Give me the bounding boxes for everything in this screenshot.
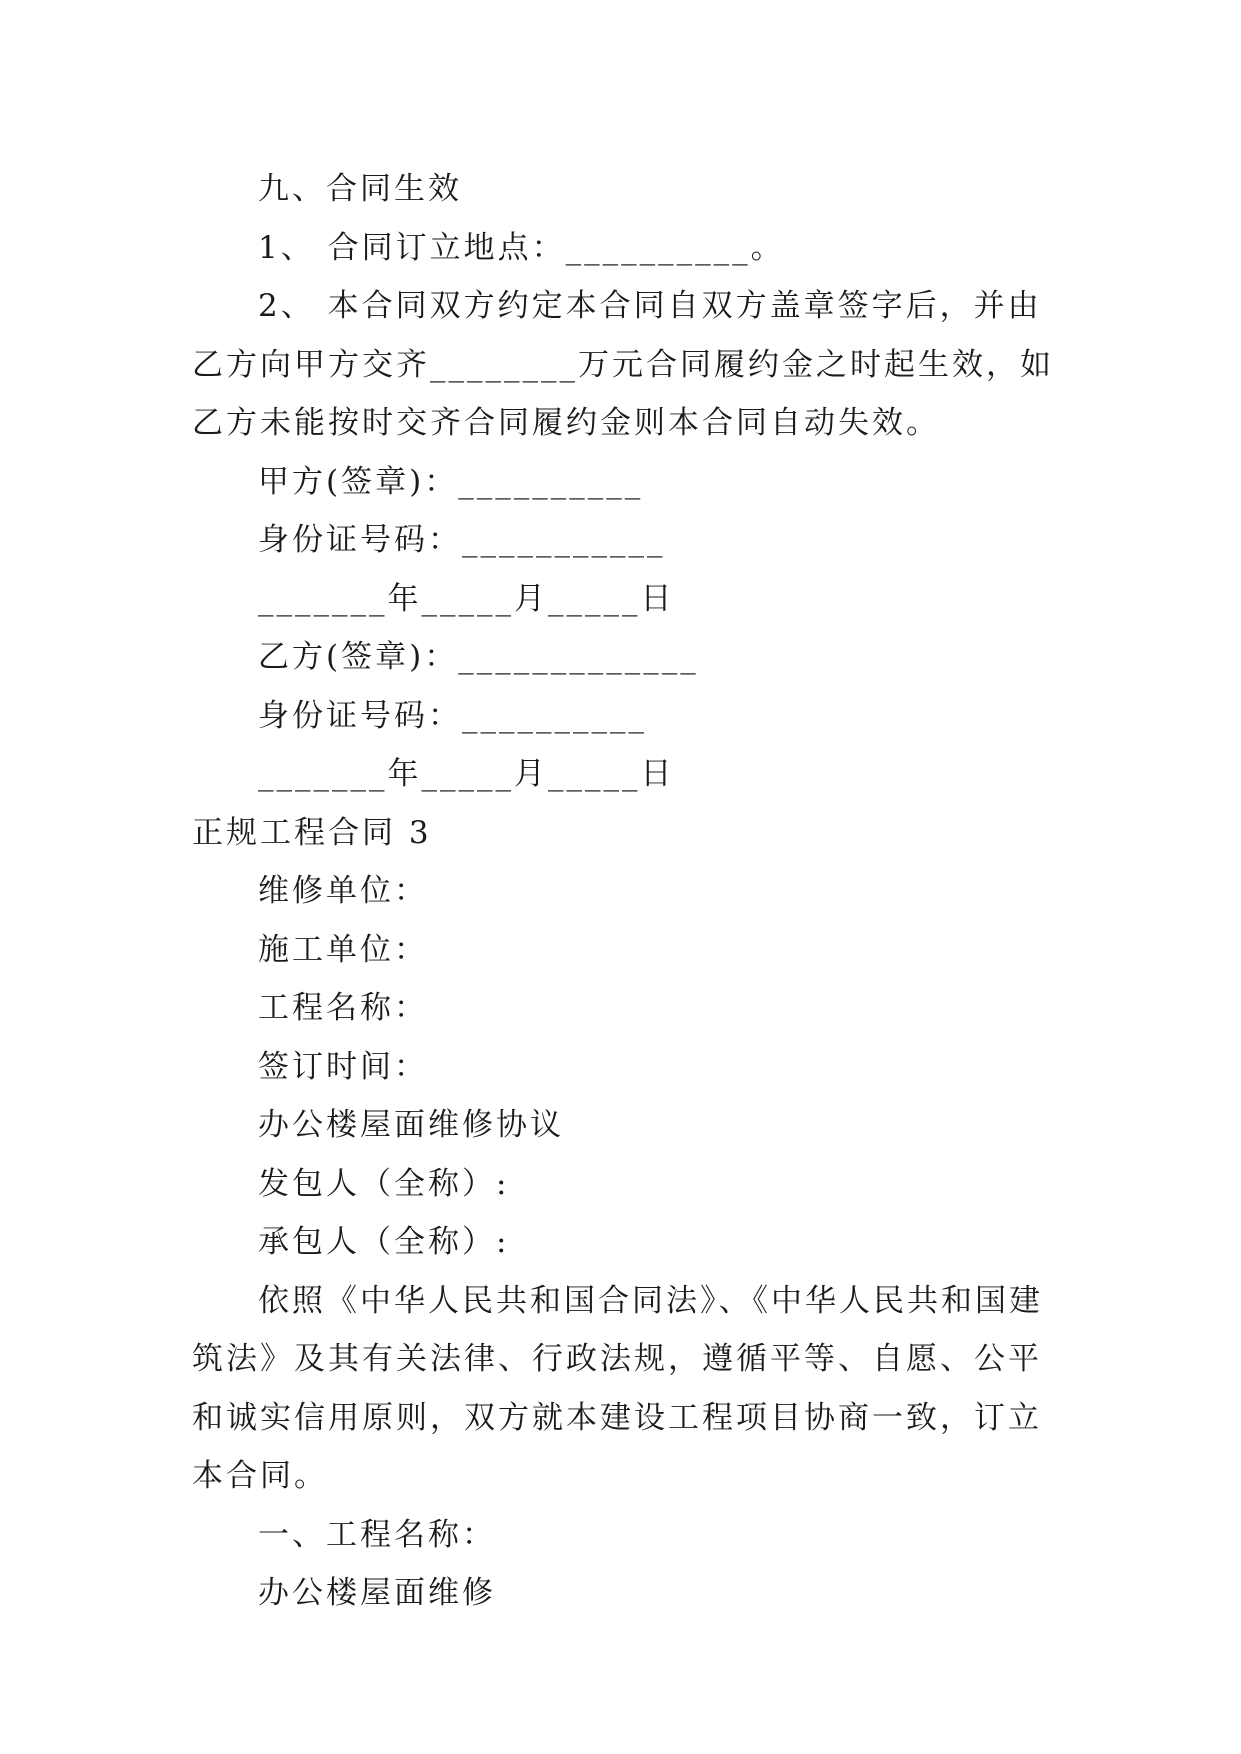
- project-name-value: 办公楼屋面维修: [258, 1575, 496, 1611]
- field-signing-time: 签订时间：: [258, 1048, 428, 1085]
- field-contractor-full-name: 承包人（全称）:: [258, 1224, 510, 1260]
- party-b-signature-line: 乙方(签章)：_____________: [258, 639, 699, 675]
- party-b-date-line: _______年_____月_____日: [258, 756, 675, 792]
- field-repair-unit: 维修单位：: [258, 873, 428, 909]
- section-heading-project-name: 一、工程名称：: [258, 1516, 496, 1553]
- party-a-signature-line: 甲方(签章)：__________: [258, 463, 644, 500]
- field-employer-full-name: 发包人（全称）:: [258, 1165, 510, 1202]
- party-b-id-number-line: 身份证号码：__________: [258, 697, 647, 734]
- section-heading-contract-effect: 九、合同生效: [258, 171, 462, 207]
- legal-basis-paragraph: 依照《中华人民共和国合同法》、《中华人民共和国建筑法》及其有关法律、行政法规，遵循平等、自愿、公平和诚实信用原则，双方就本建设工程项目协商一致，订立本合同。: [192, 1282, 1043, 1494]
- document-body: [192, 160, 1054, 1623]
- field-construction-unit: 施工单位：: [258, 931, 428, 968]
- field-project-name: 工程名称：: [258, 990, 428, 1026]
- party-a-date-line: _______年_____月_____日: [258, 580, 675, 617]
- agreement-title: 办公楼屋面维修协议: [258, 1107, 564, 1143]
- contract-title: 正规工程合同 3: [192, 814, 432, 851]
- party-a-id-number-line: 身份证号码：___________: [258, 522, 666, 558]
- clause-effective-condition: 2、 本合同双方约定本合同自双方盖章签字后，并由乙方向甲方交齐________万元合同履约金之时起生效，如乙方未能按时交齐合同履约金则本合同自动失效。: [192, 288, 1054, 441]
- clause-signing-place: 1、 合同订立地点：__________。: [258, 229, 785, 266]
